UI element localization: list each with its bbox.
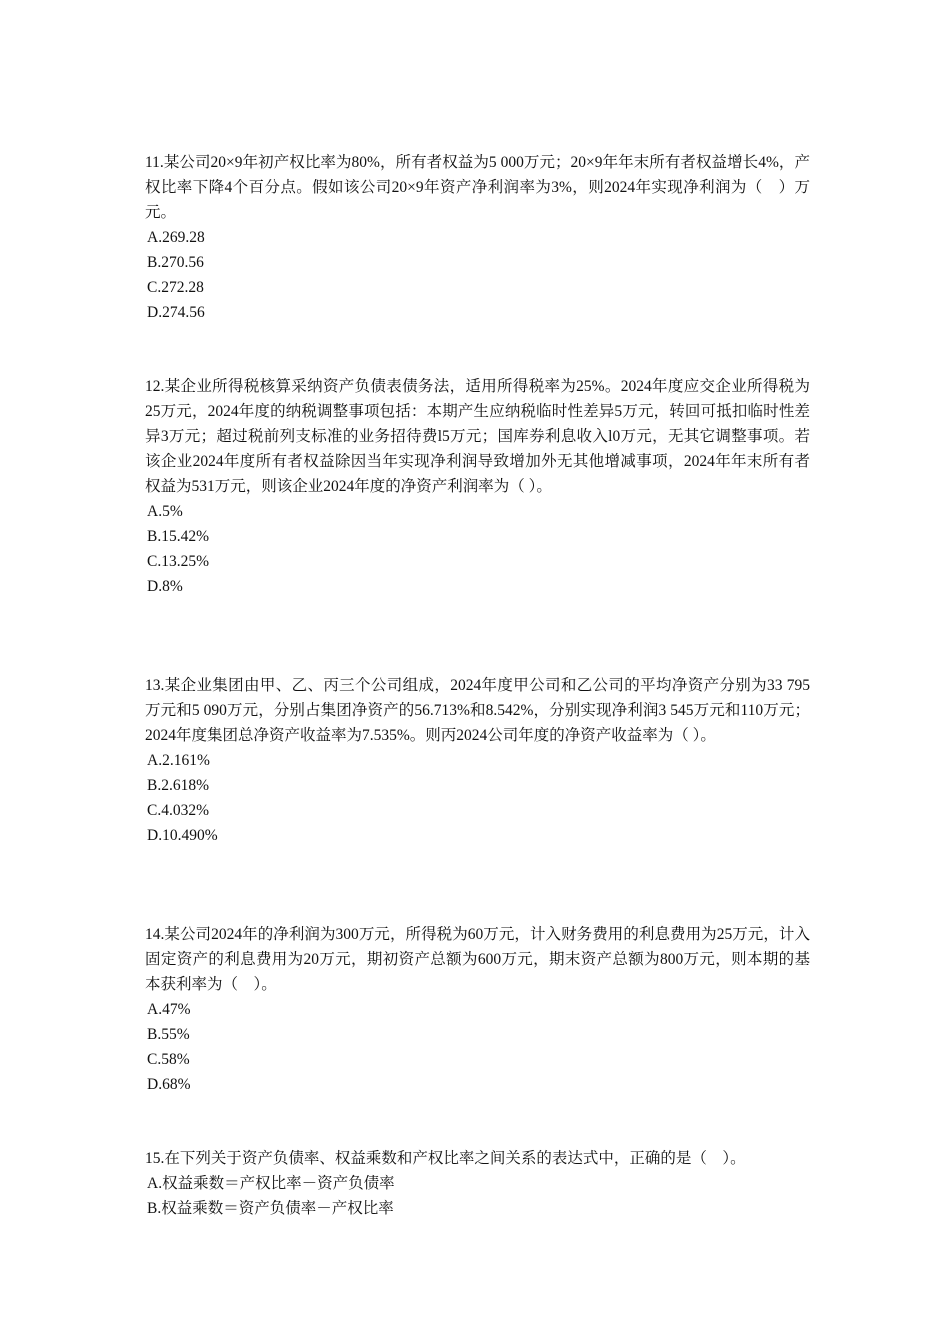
option-a: A.2.161% <box>147 752 210 769</box>
question-stem: 12.某企业所得税核算采纳资产负债表债务法，适用所得税率为25%。2024年度应交企业所得税为25万元，2024年度的纳税调整事项包括：本期产生应纳税临时性差异5万元，转回可抵扣临时性差异3万元；超过税前列支标准的业务招待费l5万元；国库券利息收入l0万元，无其它调整事项。若该企业2024年度所有者权益除因当年实现净利润导致增加外无其他增减事项，2024年年末所有者权益为531万元，则该企业2024年度的净资产利润率为（ ）。 <box>145 378 810 495</box>
option-a: A.47% <box>147 1001 191 1018</box>
question-12 <box>145 374 810 599</box>
option-list <box>145 748 810 848</box>
option-c: C.58% <box>147 1051 190 1068</box>
option-c: C.13.25% <box>147 553 209 570</box>
option-d: D.8% <box>147 578 183 595</box>
option-a: A.5% <box>147 503 183 520</box>
question-11 <box>145 150 810 325</box>
question-14 <box>145 922 810 1097</box>
question-15 <box>145 1146 810 1221</box>
option-b: B.55% <box>147 1026 190 1043</box>
option-b: B.270.56 <box>147 254 204 271</box>
option-c: C.272.28 <box>147 279 204 296</box>
option-b: B.2.618% <box>147 777 209 794</box>
option-list <box>145 225 810 325</box>
question-stem: 11.某公司20×9年初产权比率为80%，所有者权益为5 000万元；20×9年年末所有者权益增长4%，产权比率下降4个百分点。假如该公司20×9年资产净利润率为3%，则2024年实现净利润为（ ）万元。 <box>145 154 810 221</box>
option-list <box>145 997 810 1097</box>
option-d: D.274.56 <box>147 304 205 321</box>
option-a: A.269.28 <box>147 229 205 246</box>
question-stem: 14.某公司2024年的净利润为300万元，所得税为60万元，计入财务费用的利息费用为25万元，计入固定资产的利息费用为20万元，期初资产总额为600万元，期末资产总额为800万元，则本期的基本获利率为（ ）。 <box>145 926 810 993</box>
option-d: D.68% <box>147 1076 191 1093</box>
question-stem: 13.某企业集团由甲、乙、丙三个公司组成，2024年度甲公司和乙公司的平均净资产分别为33 795万元和5 090万元，分别占集团净资产的56.713%和8.542%，分别实现净利润3 545万元和110万元；2024年度集团总净资产收益率为7.535%。则丙2024公司年度的净资产收益率为（ ）。 <box>145 677 810 744</box>
option-b: B.15.42% <box>147 528 209 545</box>
option-a: A.权益乘数＝产权比率－资产负债率 <box>147 1175 395 1192</box>
option-list <box>145 1171 810 1221</box>
option-list <box>145 499 810 599</box>
question-stem: 15.在下列关于资产负债率、权益乘数和产权比率之间关系的表达式中，正确的是（ ）。 <box>145 1150 746 1167</box>
option-c: C.4.032% <box>147 802 209 819</box>
question-13 <box>145 673 810 848</box>
option-b: B.权益乘数＝资产负债率－产权比率 <box>147 1200 394 1217</box>
option-d: D.10.490% <box>147 827 218 844</box>
